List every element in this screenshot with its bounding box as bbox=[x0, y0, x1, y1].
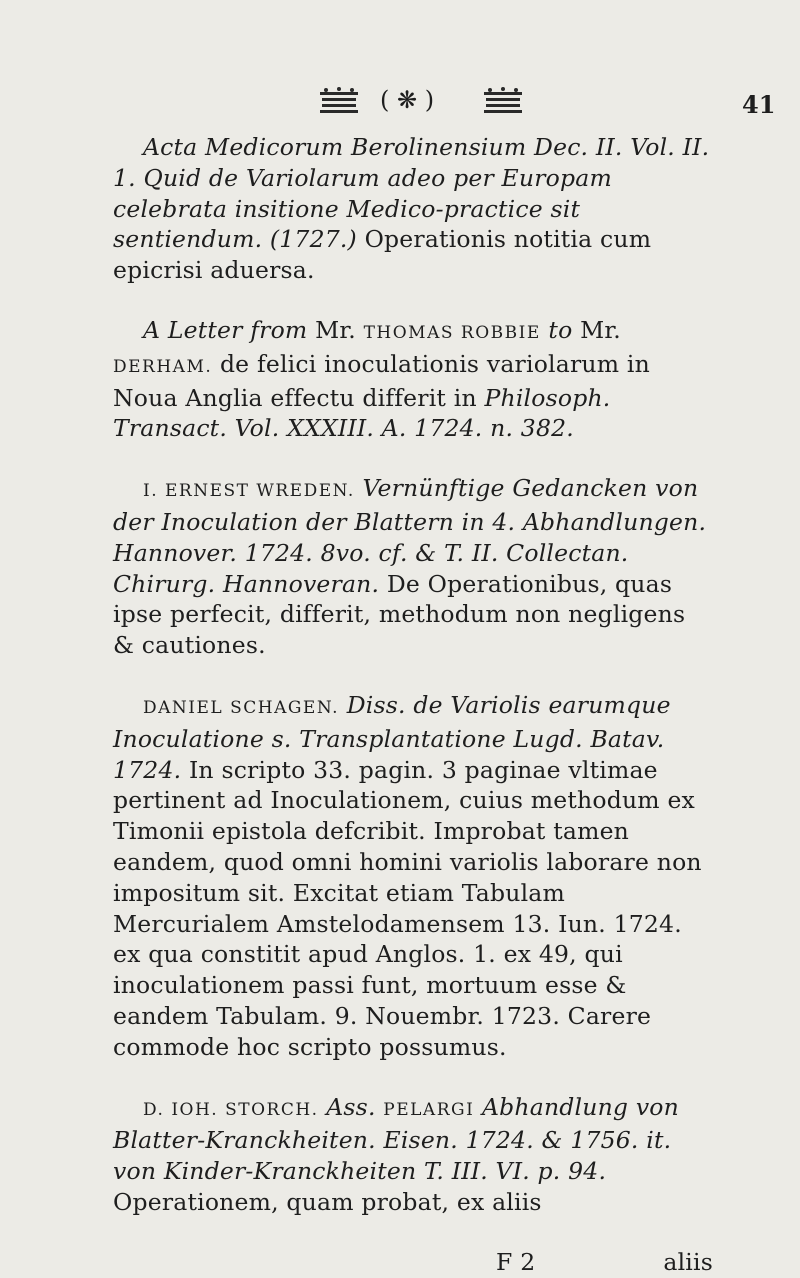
bibliography-entry bbox=[113, 473, 713, 661]
printer-ornament-right-icon bbox=[482, 86, 524, 116]
entry-prefix: A Letter from bbox=[143, 315, 308, 344]
bibliography-entry bbox=[113, 1092, 713, 1218]
entry-author: I. ERNEST WREDEN. bbox=[143, 481, 355, 502]
entry-author: DANIEL SCHAGEN. bbox=[143, 697, 340, 718]
entry-text: de felici inoculationis variolarum in Noua Anglia effectu differit in bbox=[113, 349, 650, 412]
entry-recipient: DERHAM. bbox=[113, 356, 213, 377]
entry-author: THOMAS ROBBIE bbox=[363, 322, 541, 343]
entry-title: Acta Medicorum Berolinensium Dec. II. Vol. II. 1. Quid de Variolarum adeo per Europam celebrata insitione Medico-practice sit sentiendum. (1727.) bbox=[113, 133, 710, 254]
bibliography-entry bbox=[113, 315, 713, 444]
entry-text: De Operationibus, quas ipse perfecit, differit, methodum non negligens & cautiones. bbox=[113, 569, 686, 660]
printer-ornament-center: ( ❋ ) bbox=[380, 86, 435, 114]
entry-citation: Philosoph. Transact. Vol. XXXIII. A. 1724. n. 382. bbox=[113, 383, 611, 443]
page-header bbox=[0, 86, 800, 126]
entry-text: Operationem, quam probat, ex aliis bbox=[113, 1187, 542, 1216]
bibliography-entry bbox=[113, 132, 713, 286]
main-text bbox=[113, 132, 713, 1278]
entry-to: to bbox=[548, 315, 573, 344]
entry-author: D. IOH. STORCH. bbox=[143, 1099, 319, 1120]
page-footer bbox=[113, 1247, 713, 1278]
entry-author-secondary: PELARGI bbox=[383, 1099, 475, 1120]
catchword: aliis bbox=[663, 1247, 713, 1276]
printer-ornament-left-icon bbox=[318, 86, 360, 116]
entry-text: In scripto 33. pagin. 3 paginae vltimae pertinent ad Inoculationem, cuius methodum ex Timonii epistola defcribit. Improbat tamen eandem, quod omni homini variolis laborare non impositum sit. Excitat etiam Tabulam Mercurialem Amstelodamensem 13. Iun. 1724. ex qua constitit apud Anglos. 1. ex 49, qui inoculationem passi funt, mortuum esse & eandem Tabulam. 9. Nouembr. 1723. Carere commode hoc scripto possumus. bbox=[113, 755, 702, 1061]
bibliography-entry bbox=[113, 690, 713, 1063]
entry-title: Diss. de Variolis earumque Inoculatione s. Transplantatione Lugd. Batav. 1724. bbox=[113, 690, 671, 784]
entry-title-part: Ass. bbox=[326, 1092, 376, 1121]
entry-title-part: Abhandlung von Blatter-Kranckheiten. Eisen. 1724. & 1756. it. von Kinder-Kranckheiten T. III. VI. p. 94. bbox=[113, 1092, 679, 1186]
recipient-prefix: Mr. bbox=[580, 315, 621, 344]
author-prefix: Mr. bbox=[315, 315, 356, 344]
signature-mark: F 2 bbox=[496, 1247, 536, 1276]
entry-title: Vernünftige Gedancken von der Inoculation der Blattern in 4. Abhandlungen. Hannover. 1724. 8vo. cf. & T. II. Collectan. Chirurg. Hannoveran. bbox=[113, 474, 707, 598]
entry-text: Operationis notitia cum epicrisi aduersa. bbox=[113, 225, 652, 285]
page-number: 41 bbox=[742, 90, 776, 119]
